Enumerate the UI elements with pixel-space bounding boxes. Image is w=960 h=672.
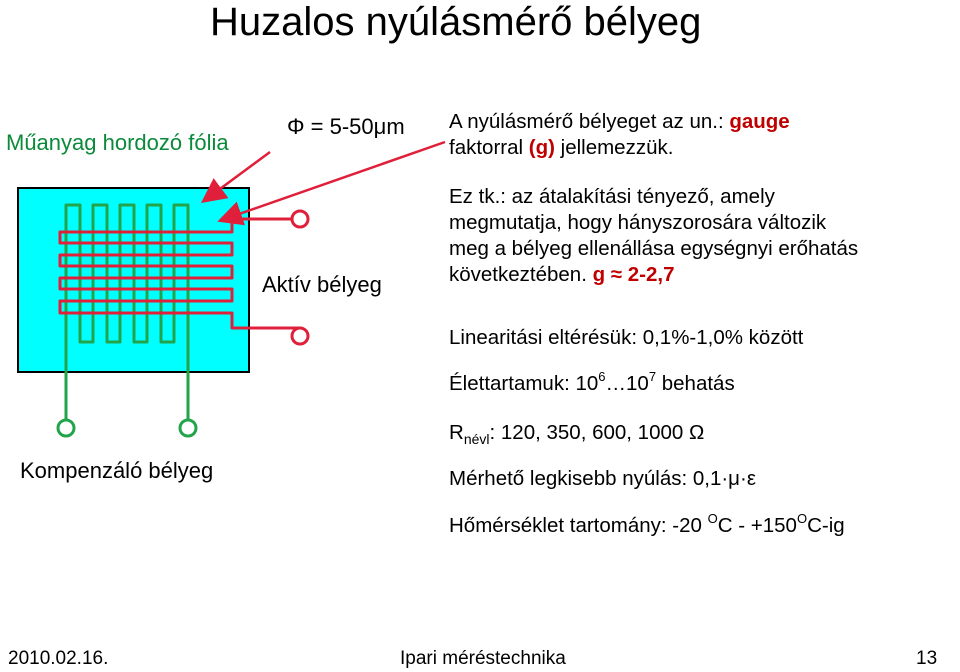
- compensating-gauge-label: Kompenzáló bélyeg: [20, 458, 214, 483]
- page-title: Huzalos nyúlásmérő bélyeg: [210, 0, 702, 44]
- active-terminal-top: [292, 211, 308, 227]
- linearity-line: Linearitási eltérésük: 0,1%-1,0% között: [449, 326, 804, 349]
- temperature-range-line: Hőmérséklet tartomány: -20 $^OC - +150^OC-ig$: [449, 511, 845, 537]
- active-terminal-bottom: [292, 328, 308, 344]
- gauge-term: gauge: [729, 110, 790, 133]
- lifetime-line: Élettartamuk: $10^6\dots 10^7$ behatás: [449, 369, 735, 395]
- gauge-factor-value: g ≈ 2-2,7: [592, 263, 675, 286]
- carrier-foil-label: Műanyag hordozó fólia: [6, 130, 229, 155]
- gauge-factor-definition: Ez tk.: az átalakítási tényező, amely megmutatja, hogy hányszorosára változik meg a bélyeg ellenállása egységnyi erőhatás következtében. g ≈ 2-2,7: [449, 185, 859, 286]
- footer-course: Ipari méréstechnika: [400, 648, 566, 669]
- footer-page-number: 13: [916, 648, 938, 669]
- nominal-resistance-line: $R_{névl}$: 120, 350, 600, 1000 Ω: [449, 421, 705, 447]
- g-symbol: (g): [528, 136, 555, 159]
- compensating-terminal-left: [58, 420, 74, 436]
- min-strain-line: Mérhető legkisebb nyúlás: 0,1·μ·ε: [449, 467, 756, 490]
- arrow-text-to-wire: [222, 142, 445, 220]
- gauge-factor-intro: A nyúlásmérő bélyeget az un.: gauge faktorral (g) jellemezzük.: [449, 110, 790, 159]
- footer-date: 2010.02.16.: [8, 648, 109, 669]
- compensating-terminal-right: [180, 420, 196, 436]
- wire-diameter-label: Φ = 5-50μm: [287, 114, 405, 139]
- active-gauge-label: Aktív bélyeg: [262, 272, 382, 297]
